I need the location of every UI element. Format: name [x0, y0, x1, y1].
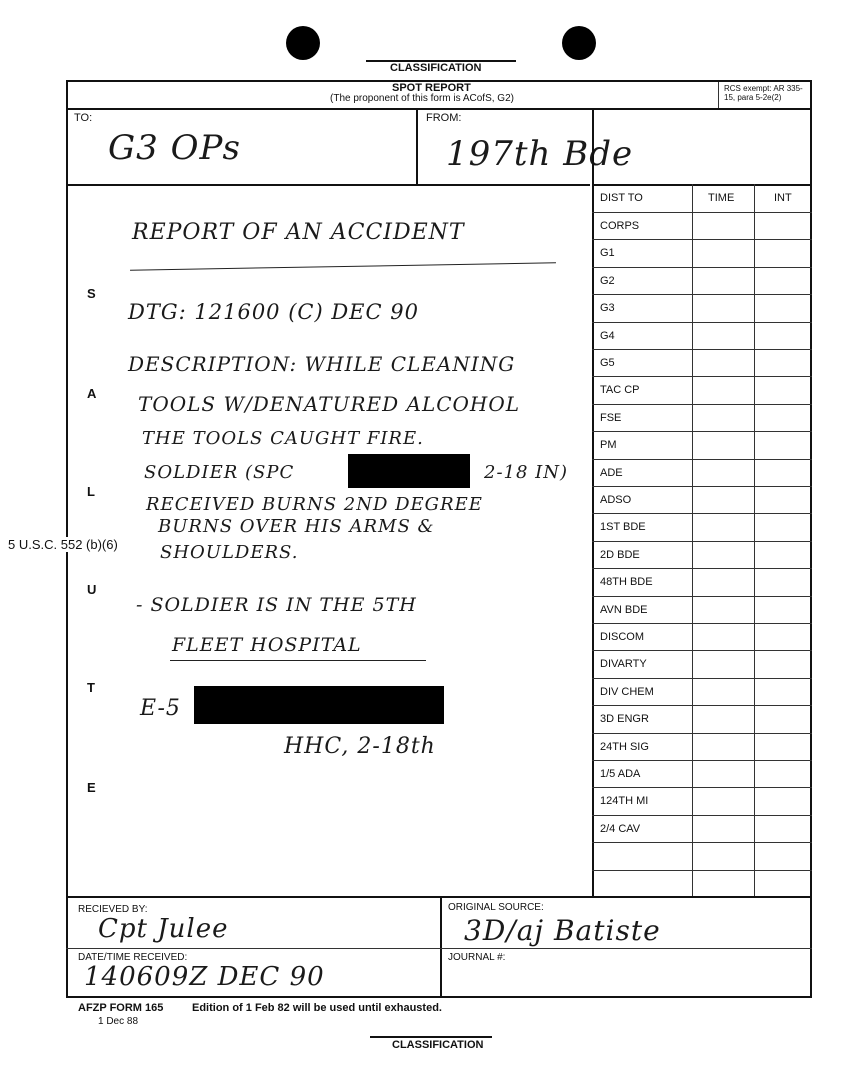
salute-letter-e: E [87, 780, 96, 795]
soldier-rank: E-5 [140, 696, 181, 721]
dist-row-rule [592, 294, 812, 295]
dist-row-label: 3D ENGR [600, 713, 649, 726]
report-line-2: TOOLS W/DENATURED ALCOHOL [138, 392, 521, 416]
to-from-divider [416, 108, 418, 184]
to-from-bottom-rule [66, 184, 590, 186]
bottom-divider [440, 896, 442, 998]
dist-row-label: ADSO [600, 494, 632, 506]
dist-row-label: PM [600, 439, 617, 452]
salute-letter-u: U [87, 582, 97, 597]
original-source-label: ORIGINAL SOURCE: [448, 902, 544, 913]
dist-row-label: FSE [600, 411, 622, 424]
dist-row-rule [592, 650, 812, 651]
form-title: SPOT REPORT [392, 82, 471, 94]
report-line-4: SOLDIER (SPC [144, 462, 295, 483]
dist-row-rule [592, 349, 812, 350]
dist-row-label: G3 [600, 302, 615, 315]
rcs-divider [718, 82, 719, 108]
dist-row-rule [592, 376, 812, 377]
dist-row-rule [592, 267, 812, 268]
dist-row-label: 124TH MI [600, 795, 649, 808]
classification-bottom-rule [370, 1036, 492, 1038]
proponent-note: (The proponent of this form is ACofS, G2) [330, 93, 514, 104]
report-line-7: SHOULDERS. [160, 542, 299, 563]
report-heading: REPORT OF AN ACCIDENT [132, 220, 465, 245]
from-label: FROM: [426, 112, 462, 124]
dist-row-label: G5 [600, 357, 615, 369]
punch-hole-right [562, 26, 596, 60]
original-source-value: 3D/aj Batiste [464, 914, 661, 947]
dist-row-rule [592, 733, 812, 734]
dist-left-border [592, 108, 594, 896]
dist-row-rule [592, 431, 812, 432]
report-line-4-unit: 2-18 IN) [484, 462, 569, 483]
received-by-value: Cpt Julee [98, 914, 229, 944]
redaction-name-1 [348, 454, 470, 488]
dist-row-label: TAC CP [600, 384, 640, 397]
dist-row-rule [592, 486, 812, 487]
footer-edition-note: Edition of 1 Feb 82 will be used until exhausted. [192, 1002, 442, 1014]
dist-row-rule [592, 212, 812, 213]
dist-row-rule [592, 322, 812, 323]
classification-top-rule [366, 60, 516, 62]
header-rule [66, 108, 812, 110]
punch-hole-left [286, 26, 320, 60]
dist-row-label: DIV CHEM [600, 685, 654, 698]
hospital-underline [170, 660, 426, 661]
dist-row-rule [592, 404, 812, 405]
datetime-received-label: DATE/TIME RECEIVED: [78, 952, 188, 963]
dist-row-label: CORPS [600, 220, 640, 232]
report-line-3: THE TOOLS CAUGHT FIRE. [142, 428, 424, 449]
report-line-6: BURNS OVER HIS ARMS & [158, 516, 435, 537]
report-line-1: DESCRIPTION: WHILE CLEANING [128, 352, 516, 376]
dist-row-label: AVN BDE [600, 603, 648, 616]
salute-letter-l: L [87, 484, 95, 499]
classification-top: CLASSIFICATION [390, 62, 482, 74]
dist-row-label: 1ST BDE [600, 521, 646, 534]
exemption-note: 5 U.S.C. 552 (b)(6) [8, 537, 118, 552]
bottom-section-rule [66, 896, 812, 898]
dist-row-label: 2/4 CAV [600, 822, 641, 835]
dist-row-rule [592, 623, 812, 624]
dist-row-rule [592, 870, 812, 871]
dist-row-rule [592, 541, 812, 542]
received-by-label: RECIEVED BY: [78, 904, 148, 915]
salute-letter-t: T [87, 680, 95, 695]
dist-row-label: G2 [600, 274, 615, 287]
soldier-unit: HHC, 2-18th [284, 734, 436, 759]
dist-row-rule [592, 239, 812, 240]
journal-label: JOURNAL #: [448, 952, 506, 963]
salute-letter-a: A [87, 386, 97, 401]
dist-row-rule [592, 513, 812, 514]
from-value: 197th Bde [446, 134, 634, 174]
report-dtg: DTG: 121600 (C) DEC 90 [128, 300, 419, 324]
classification-bottom: CLASSIFICATION [392, 1039, 484, 1051]
hospital-line-1: - SOLDIER IS IN THE 5TH [136, 594, 417, 616]
dist-row-rule [592, 787, 812, 788]
salute-letter-s: S [87, 286, 96, 301]
dist-row-rule [592, 678, 812, 679]
dist-row-label: ADE [600, 466, 623, 479]
report-line-5: RECEIVED BURNS 2ND DEGREE [146, 494, 483, 515]
dist-row-label: 48TH BDE [600, 576, 653, 589]
to-value: G3 OPs [108, 128, 241, 168]
rcs-note: RCS exempt: AR 335-15, para 5-2e(2) [724, 84, 803, 102]
dist-row-rule [592, 842, 812, 843]
dist-row-label: DIVARTY [600, 658, 647, 671]
dist-row-rule [592, 815, 812, 816]
datetime-received-value: 140609Z DEC 90 [84, 962, 325, 992]
dist-header-dist-to: DIST TO [600, 192, 643, 204]
dist-row-label: G1 [600, 247, 615, 260]
dist-row-label: 2D BDE [600, 548, 640, 561]
dist-row-rule [592, 596, 812, 597]
dist-row-rule [592, 459, 812, 460]
dist-row-label: G4 [600, 329, 615, 342]
to-label: TO: [74, 112, 93, 124]
dist-header-int: INT [774, 192, 792, 204]
dist-row-label: DISCOM [600, 631, 644, 643]
footer-form-date: 1 Dec 88 [98, 1016, 139, 1027]
dist-row-rule [592, 705, 812, 706]
bottom-mid-rule [66, 948, 812, 949]
dist-row-label: 24TH SIG [600, 740, 649, 753]
spot-report-form [66, 80, 812, 998]
dist-row-label: 1/5 ADA [600, 768, 641, 780]
dist-row-rule [592, 760, 812, 761]
redaction-name-2 [194, 686, 444, 724]
footer-form-number: AFZP FORM 165 [78, 1002, 164, 1014]
dist-row-rule [592, 568, 812, 569]
dist-top-rule [592, 184, 812, 186]
dist-header-time: TIME [708, 192, 735, 204]
hospital-line-2: FLEET HOSPITAL [172, 634, 362, 656]
